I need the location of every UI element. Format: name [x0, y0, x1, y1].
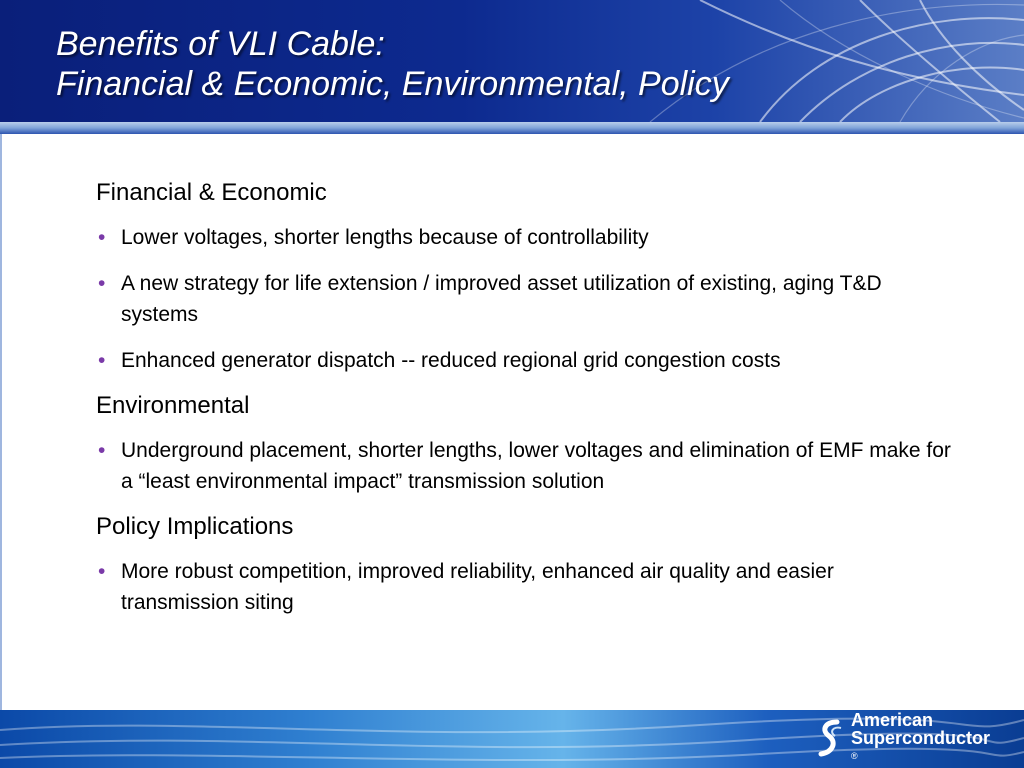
- bullet-item: [96, 435, 956, 497]
- title-line-2: Financial & Economic, Environmental, Policy: [56, 65, 729, 103]
- logo-line-2-text: Superconductor: [850, 728, 990, 748]
- bullet-item: [96, 345, 956, 376]
- bullet-item: [96, 268, 956, 330]
- logo-line-2: [851, 729, 990, 765]
- bullet-icon: •: [98, 226, 106, 249]
- header-divider: [0, 122, 1024, 134]
- bullet-icon: •: [98, 439, 106, 462]
- slide-body: [96, 178, 956, 633]
- bullet-text: Lower voltages, shorter lengths because of controllability: [121, 226, 649, 249]
- bullet-icon: •: [98, 349, 106, 372]
- bullet-item: [96, 556, 956, 618]
- bullet-item: [96, 222, 956, 253]
- left-border: [0, 134, 2, 714]
- section-environmental: [96, 391, 956, 497]
- section-heading: Financial & Economic: [96, 179, 327, 206]
- bullet-icon: •: [98, 560, 106, 583]
- bullet-text: Underground placement, shorter lengths, lower voltages and elimination of EMF make for a “least environmental impact” transmission solution: [121, 439, 951, 493]
- bullet-list: [96, 556, 956, 618]
- section-policy: [96, 512, 956, 618]
- trademark-symbol: ®: [850, 751, 858, 761]
- bullet-icon: •: [98, 272, 106, 295]
- slide-header: [0, 0, 1024, 122]
- slide-title: [56, 24, 729, 104]
- section-heading: Policy Implications: [96, 513, 294, 540]
- superconductor-logo-icon: [815, 718, 845, 758]
- bullet-list: [96, 435, 956, 497]
- bullet-list: [96, 222, 956, 376]
- company-logo: [815, 710, 990, 761]
- bullet-text: A new strategy for life extension / improved asset utilization of existing, aging T&D systems: [121, 272, 882, 326]
- section-heading: Environmental: [96, 392, 250, 419]
- logo-line-1: American: [850, 710, 934, 730]
- logo-wordmark: [851, 711, 990, 765]
- bullet-text: Enhanced generator dispatch -- reduced regional grid congestion costs: [121, 349, 781, 372]
- bullet-text: More robust competition, improved reliability, enhanced air quality and easier transmission siting: [121, 560, 834, 614]
- section-financial: [96, 178, 956, 376]
- title-line-1: Benefits of VLI Cable:: [56, 25, 385, 63]
